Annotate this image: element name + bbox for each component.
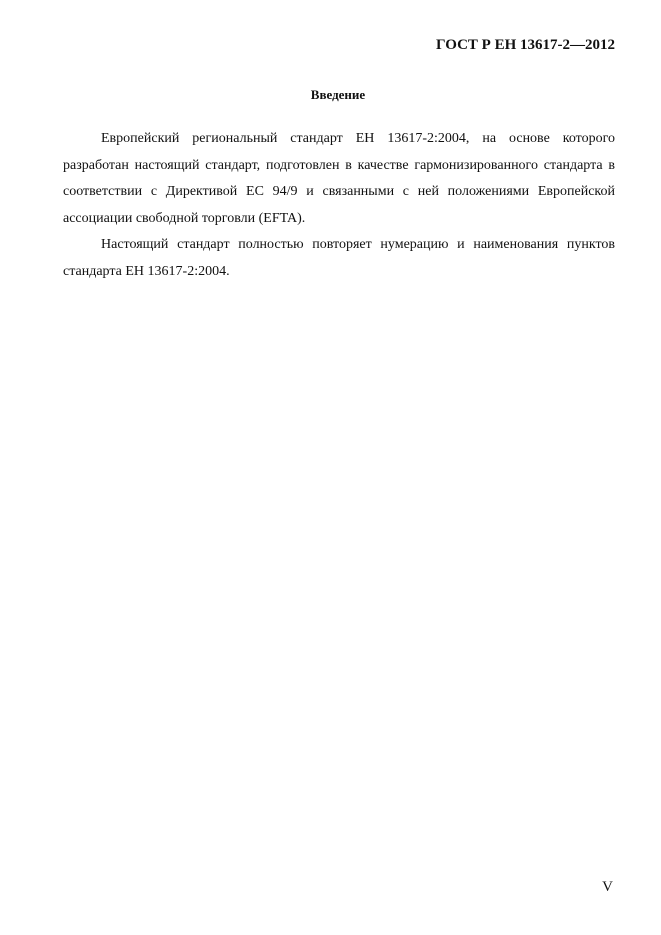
document-code-header: ГОСТ Р ЕН 13617-2—2012: [436, 37, 615, 53]
section-title: Введение: [310, 87, 366, 102]
body-text: [63, 126, 615, 285]
paragraph: Настоящий стандарт полностью повторяет нумерацию и наименования пунктов стандарта ЕН 13617-2:2004.: [63, 237, 615, 279]
page-number: V: [602, 879, 613, 895]
paragraph: Европейский региональный стандарт ЕН 13617-2:2004, на основе которого разработан настоящий стандарт, подготовлен в качестве гармонизированного стандарта в соответствии с Директивой ЕС 94/9 и связанными с ней положениями Европейской ассоциации свободной торговли (EFTA).: [63, 131, 615, 226]
